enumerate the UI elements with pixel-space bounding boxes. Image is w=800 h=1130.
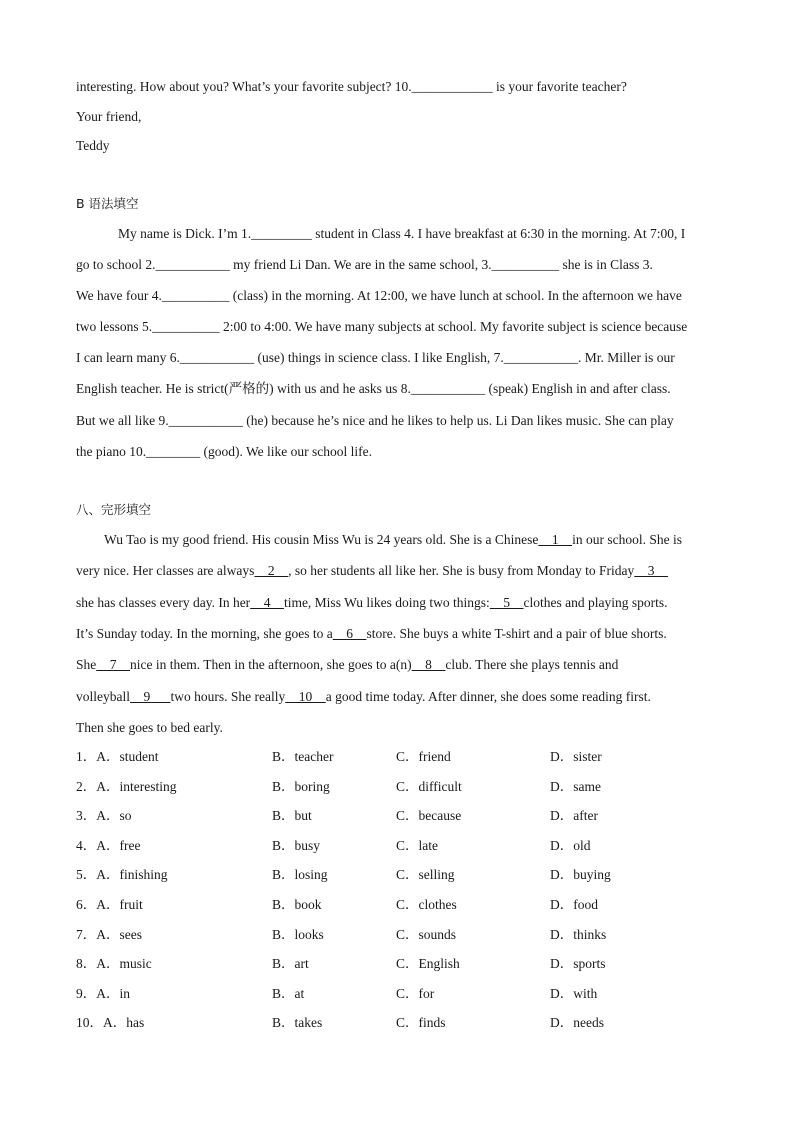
section-8-line: [76, 656, 618, 674]
passage-text: Wu Tao is my good friend. His cousin Miss Wu is 24 years old. She is a Chinese: [104, 532, 539, 547]
section-b-line: But we all like 9.___________ (he) because he’s nice and he likes to help us. Li Dan likes music. She can play: [76, 413, 674, 428]
option-c[interactable]: C．clothes: [396, 897, 457, 912]
answer-blank: 7: [96, 657, 130, 672]
section-b-line: We have four 4.__________ (class) in the morning. At 12:00, we have lunch at school. In the afternoon we have: [76, 288, 682, 303]
section-8-line: [76, 594, 668, 612]
passage-text: in our school. She is: [572, 532, 682, 547]
option-a[interactable]: 3．A．so: [76, 808, 132, 824]
answer-blank: 9: [130, 689, 171, 704]
option-d[interactable]: D．sports: [550, 956, 606, 972]
section-8-line: [76, 562, 668, 580]
section-8-line: [76, 625, 667, 643]
section-b-heading: B 语法填空: [76, 196, 139, 211]
option-a[interactable]: 2．A．interesting: [76, 778, 177, 794]
option-d[interactable]: D．with: [550, 985, 598, 1001]
answer-blank: 10: [285, 689, 326, 704]
answer-blank: 3: [634, 563, 669, 578]
answer-blank: 1: [538, 532, 573, 547]
option-c[interactable]: C．sounds: [396, 926, 457, 942]
passage-text: volleyball: [76, 689, 130, 704]
option-c[interactable]: C．selling: [396, 867, 455, 883]
answer-blank: 5: [489, 595, 524, 610]
option-b[interactable]: B．takes: [272, 1015, 323, 1031]
section-8-line: [76, 688, 651, 706]
passage-text: Then she goes to bed early.: [76, 720, 223, 735]
letter-closing: Your friend,: [76, 109, 142, 124]
option-d[interactable]: D．food: [550, 897, 598, 912]
option-b[interactable]: B．boring: [272, 778, 330, 794]
passage-text: club. There she plays tennis and: [445, 657, 619, 672]
option-a[interactable]: 9．A．in: [76, 985, 130, 1001]
option-a[interactable]: 1．A．student: [76, 749, 159, 764]
option-d[interactable]: D．thinks: [550, 926, 607, 942]
option-d[interactable]: D．needs: [550, 1015, 604, 1031]
option-a[interactable]: 4．A．free: [76, 837, 141, 853]
answer-blank: 6: [332, 626, 367, 641]
passage-text: two hours. She really: [170, 689, 286, 704]
answer-blank: 8: [411, 657, 446, 672]
option-c[interactable]: C．finds: [396, 1015, 446, 1031]
section-b-line: go to school 2.___________ my friend Li Dan. We are in the same school, 3.__________ she is in Class 3.: [76, 257, 653, 272]
option-b[interactable]: B．teacher: [272, 749, 334, 764]
answer-blank: 2: [254, 563, 289, 578]
passage-text: She: [76, 657, 97, 672]
passage-text: she has classes every day. In her: [76, 595, 251, 610]
option-b[interactable]: B．at: [272, 985, 305, 1001]
section-b-line: English teacher. He is strict(严格的) with us and he asks us 8.___________ (speak) English in and after class.: [76, 381, 671, 396]
option-d[interactable]: D．sister: [550, 749, 602, 764]
section-b-line: My name is Dick. I’m 1._________ student in Class 4. I have breakfast at 6:30 in the morning. At 7:00, I: [118, 226, 686, 241]
section-b-line: I can learn many 6.___________ (use) things in science class. I like English, 7.___________. Mr. Miller is our: [76, 350, 675, 365]
letter-signature: Teddy: [76, 138, 110, 153]
answer-blank: 4: [250, 595, 284, 610]
option-b[interactable]: B．busy: [272, 837, 321, 853]
option-d[interactable]: D．buying: [550, 867, 611, 883]
option-c[interactable]: C．English: [396, 956, 460, 972]
passage-text: clothes and playing sports.: [523, 595, 668, 610]
option-c[interactable]: C．because: [396, 808, 462, 824]
option-b[interactable]: B．art: [272, 956, 309, 972]
option-b[interactable]: B．losing: [272, 867, 328, 883]
option-b[interactable]: B．but: [272, 808, 312, 824]
option-a[interactable]: 6．A．fruit: [76, 897, 143, 912]
option-a[interactable]: 7．A．sees: [76, 926, 142, 942]
section-b-line: two lessons 5.__________ 2:00 to 4:00. We have many subjects at school. My favorite subject is science because: [76, 319, 688, 334]
section-8-heading: 八、完形填空: [76, 502, 152, 517]
letter-last-line: interesting. How about you? What’s your favorite subject? 10.____________ is your favorite teacher?: [76, 79, 627, 94]
option-d[interactable]: D．after: [550, 808, 598, 824]
option-c[interactable]: C．for: [396, 985, 435, 1001]
passage-text: a good time today. After dinner, she does some reading first.: [325, 689, 651, 704]
section-b-line: the piano 10.________ (good). We like our school life.: [76, 444, 372, 459]
passage-text: very nice. Her classes are always: [76, 563, 255, 578]
passage-text: , so her students all like her. She is busy from Monday to Friday: [288, 563, 635, 578]
option-c[interactable]: C．difficult: [396, 778, 462, 794]
option-b[interactable]: B．book: [272, 897, 322, 912]
option-d[interactable]: D．same: [550, 778, 601, 794]
option-a[interactable]: 10．A．has: [76, 1015, 145, 1031]
option-c[interactable]: C．friend: [396, 749, 451, 764]
passage-text: nice in them. Then in the afternoon, she goes to a(n): [130, 657, 412, 672]
passage-text: It’s Sunday today. In the morning, she goes to a: [76, 626, 333, 641]
section-8-line: [76, 719, 223, 737]
option-a[interactable]: 8．A．music: [76, 956, 152, 972]
option-d[interactable]: D．old: [550, 837, 591, 853]
option-a[interactable]: 5．A．finishing: [76, 867, 168, 883]
option-b[interactable]: B．looks: [272, 926, 324, 942]
passage-text: time, Miss Wu likes doing two things:: [283, 595, 490, 610]
section-8-line: [104, 531, 682, 549]
option-c[interactable]: C．late: [396, 837, 438, 853]
passage-text: store. She buys a white T-shirt and a pair of blue shorts.: [366, 626, 667, 641]
